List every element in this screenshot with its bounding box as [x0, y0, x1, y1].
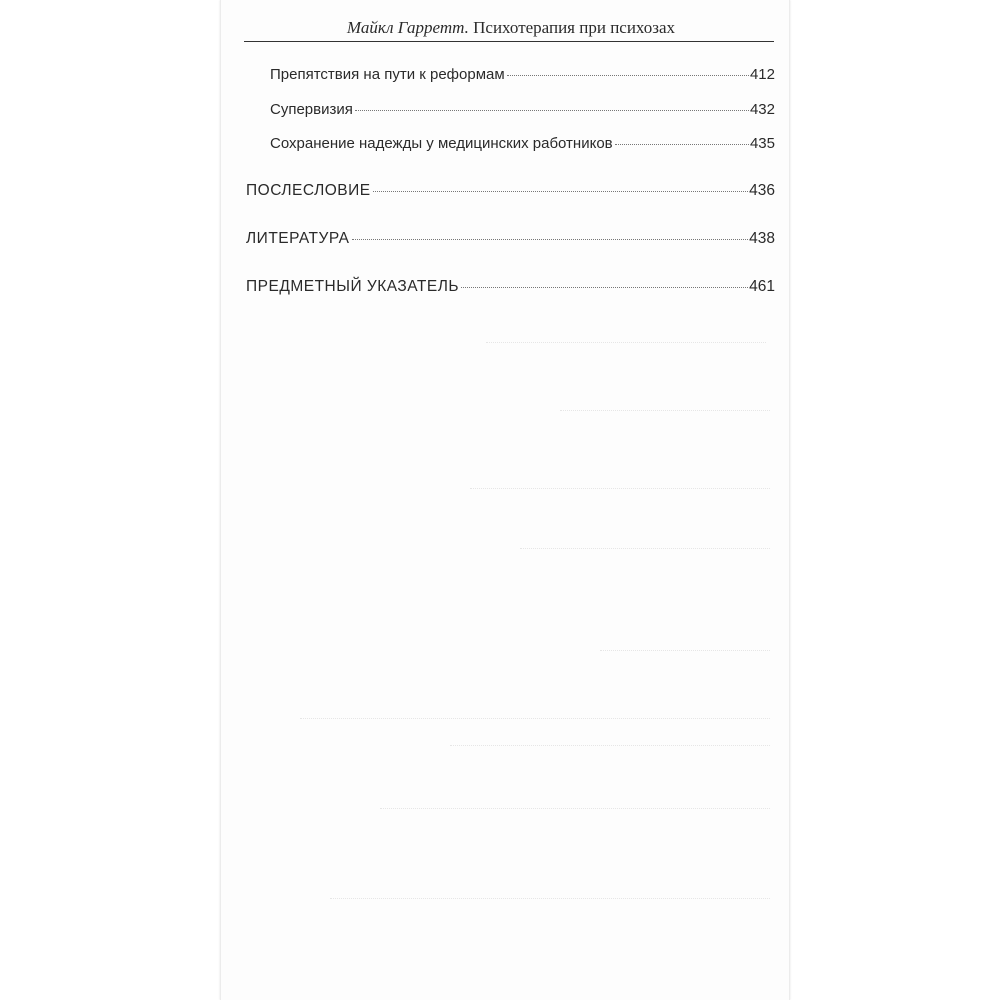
toc-entry-page: 436 [749, 182, 775, 199]
header-rule [244, 41, 774, 42]
toc-entry [270, 101, 775, 118]
dot-leader [373, 191, 749, 192]
show-through-line [330, 898, 770, 899]
toc-entry [270, 135, 775, 152]
show-through-line [600, 650, 770, 651]
toc-entry [246, 182, 775, 200]
toc-entry-page: 412 [749, 66, 775, 83]
running-head-title: Психотерапия при психозах [473, 18, 676, 37]
toc-entry-page: 435 [749, 135, 775, 152]
toc-entry-title: Сохранение надежды у медицинских работников [270, 135, 613, 152]
dot-leader [615, 144, 749, 145]
toc-entry-title: Супервизия [270, 101, 353, 118]
toc-entry-title: ПРЕДМЕТНЫЙ УКАЗАТЕЛЬ [246, 278, 460, 295]
show-through-line [470, 488, 770, 489]
toc-entry-page: 461 [749, 278, 775, 295]
toc-entry [246, 278, 775, 296]
toc-entry-page: 438 [749, 230, 775, 247]
toc-entry-title: Препятствия на пути к реформам [270, 66, 505, 83]
show-through-line [520, 548, 770, 549]
dot-leader [507, 75, 749, 76]
toc-entry-title: ЛИТЕРАТУРА [246, 230, 350, 247]
show-through-line [560, 410, 770, 411]
show-through-line [450, 745, 770, 746]
dot-leader [355, 110, 749, 111]
toc-entry [270, 66, 775, 83]
show-through-line [300, 718, 770, 719]
toc-entry [246, 230, 775, 248]
show-through-line [486, 342, 766, 343]
toc-entry-page: 432 [749, 101, 775, 118]
dot-leader [352, 239, 749, 240]
dot-leader [461, 287, 748, 288]
running-head-author: Майкл Гарретт. [346, 18, 469, 37]
show-through-line [380, 808, 770, 809]
running-head [248, 18, 774, 38]
toc-entry-title: ПОСЛЕСЛОВИЕ [246, 182, 371, 199]
